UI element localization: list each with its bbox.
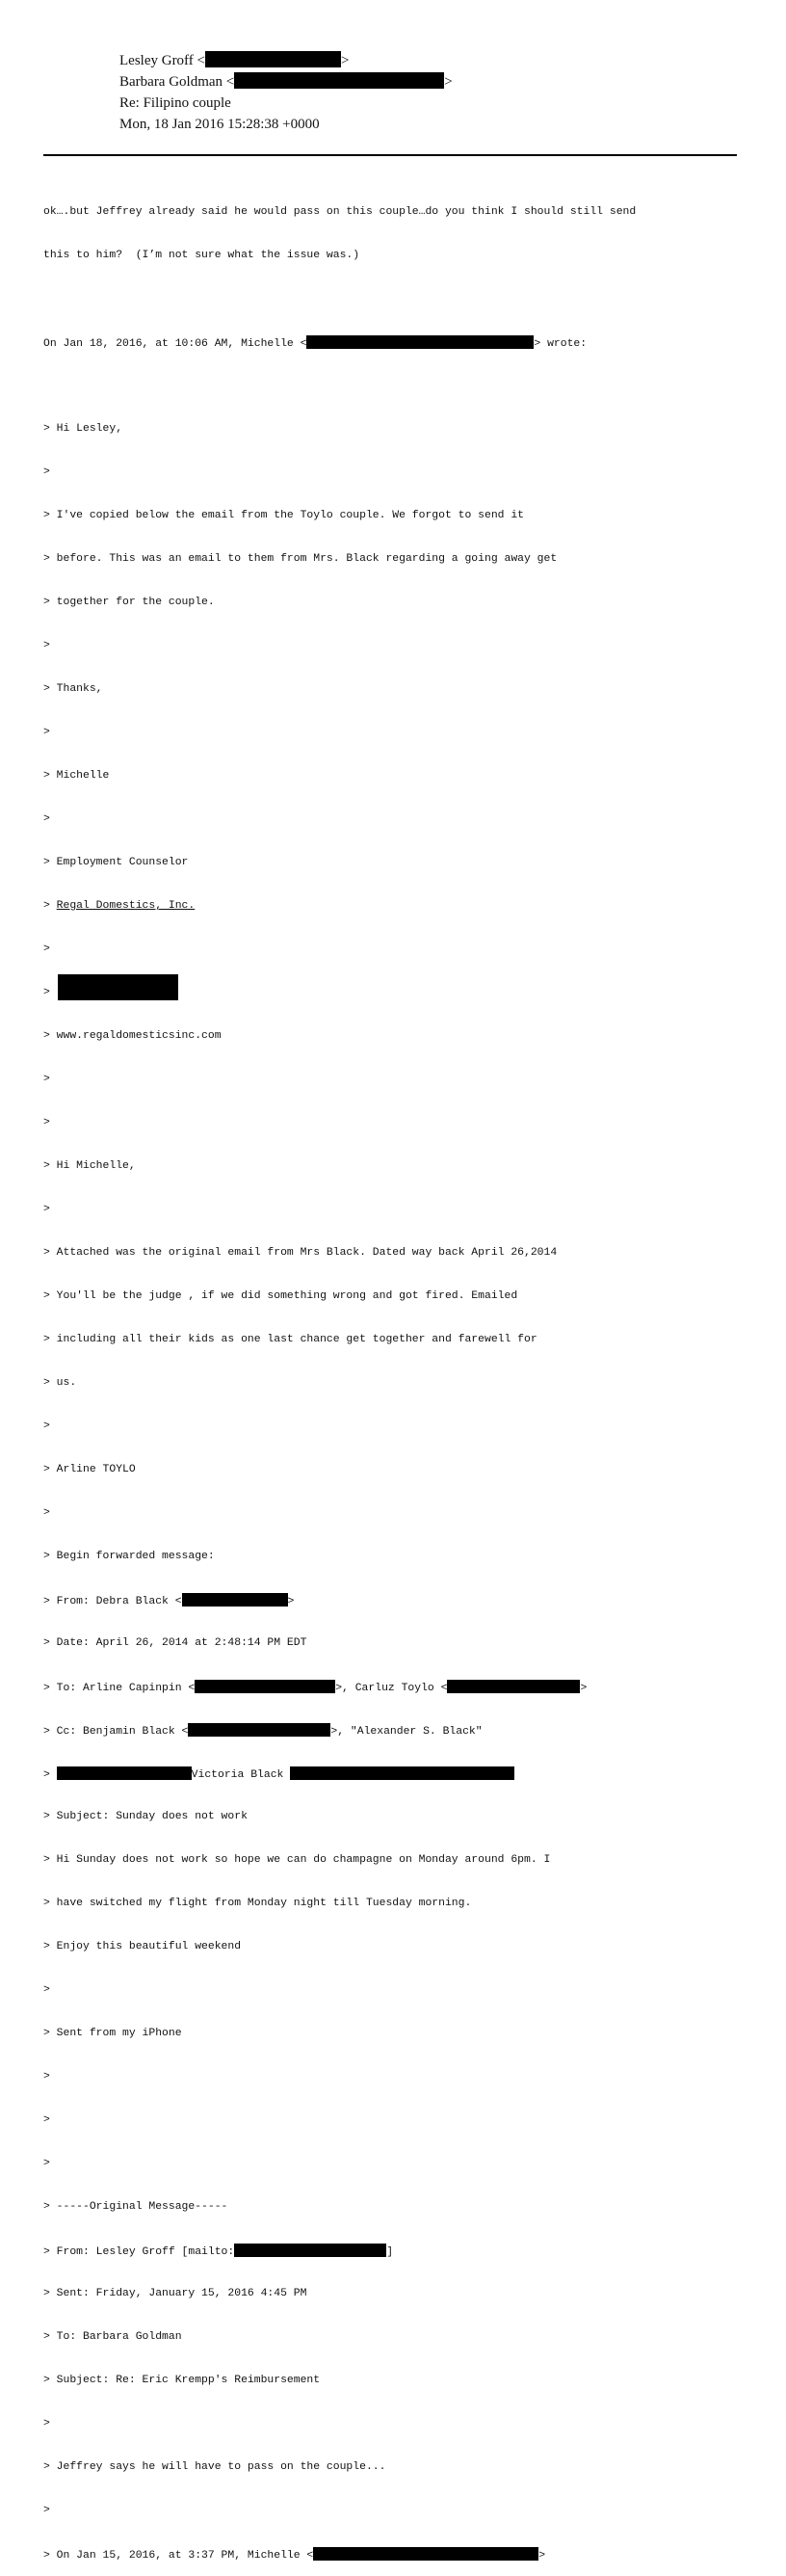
subject-value: Re: Filipino couple — [119, 95, 231, 111]
body-line: > — [43, 640, 50, 651]
body-line: > including all their kids as one last chance get together and farewell for — [43, 1334, 537, 1345]
company-name: Regal Domestics, Inc. — [56, 900, 196, 912]
forward-cc: > Cc: Benjamin Black < — [43, 1726, 189, 1738]
body-line: > — [43, 466, 50, 478]
redacted-email — [182, 1593, 288, 1607]
body-line: > — [43, 2158, 50, 2169]
date-value: Mon, 18 Jan 2016 15:28:38 +0000 — [119, 117, 320, 132]
body-line: > together for the couple. — [43, 597, 215, 608]
quote-marker: > — [43, 1769, 57, 1781]
body-line: > I've copied below the email from the Toylo couple. We forgot to send it — [43, 510, 524, 521]
redacted-email — [290, 1766, 514, 1780]
body-line — [43, 1723, 747, 1738]
body-line: > You'll be the judge , if we did something wrong and got fired. Emailed — [43, 1290, 518, 1302]
quote-marker: > — [43, 900, 57, 912]
redacted-email — [195, 1680, 335, 1693]
body-line: > — [43, 727, 50, 738]
body-line: > www.regaldomesticsinc.com — [43, 1030, 222, 1042]
body-line: > before. This was an email to them from Mrs. Black regarding a going away get — [43, 553, 558, 565]
redacted-email — [205, 51, 341, 67]
redacted-contact-block — [58, 974, 178, 1000]
body-line — [43, 1680, 747, 1694]
from-value — [119, 50, 349, 71]
quote-intro: On Jan 18, 2016, at 10:06 AM, Michelle < — [43, 338, 307, 350]
body-line: > Date: April 26, 2014 at 2:48:14 PM EDT — [43, 1637, 307, 1649]
body-line: > — [43, 2505, 50, 2516]
original-from: > From: Lesley Groff [mailto: — [43, 2246, 235, 2258]
quote-intro: > On Jan 15, 2016, at 3:37 PM, Michelle < — [43, 2550, 314, 2562]
body-line: > Employment Counselor — [43, 857, 189, 868]
body-line — [43, 292, 747, 306]
body-line: > Thanks, — [43, 683, 103, 695]
from-end: > — [341, 53, 350, 68]
to-name: Barbara Goldman < — [119, 74, 235, 90]
forward-from-end: > — [287, 1596, 295, 1607]
forward-to-mid: >, Carluz Toylo < — [335, 1683, 448, 1694]
body-line: > — [43, 1074, 50, 1085]
body-line: > Subject: Sunday does not work — [43, 1811, 248, 1822]
redacted-email — [234, 2244, 386, 2257]
redacted-email — [188, 1723, 330, 1737]
email-body — [43, 176, 747, 2576]
redacted-email — [447, 1680, 580, 1693]
body-line: > have switched my flight from Monday night till Tuesday morning. — [43, 1898, 472, 1909]
redacted-email — [57, 1766, 192, 1780]
to-end: > — [444, 74, 453, 90]
quote-marker: > — [43, 987, 57, 998]
body-line — [43, 899, 747, 914]
body-line: > Hi Lesley, — [43, 423, 123, 435]
body-line: > — [43, 1984, 50, 1996]
body-line: > Attached was the original email from Mrs Black. Dated way back April 26,2014 — [43, 1247, 558, 1259]
body-line: > To: Barbara Goldman — [43, 2331, 182, 2343]
body-line: > — [43, 1421, 50, 1432]
body-line: > — [43, 813, 50, 825]
forward-cc-name: Victoria Black — [191, 1769, 291, 1781]
forward-to: > To: Arline Capinpin < — [43, 1683, 196, 1694]
body-line: this to him? (I’m not sure what the issue was.) — [43, 250, 360, 261]
body-line: > Sent: Friday, January 15, 2016 4:45 PM — [43, 2288, 307, 2299]
body-line: > Jeffrey says he will have to pass on the couple... — [43, 2461, 386, 2473]
quote-marker: > — [43, 943, 57, 955]
body-line — [43, 2547, 747, 2562]
forward-from: > From: Debra Black < — [43, 1596, 182, 1607]
body-line: > — [43, 1507, 50, 1519]
body-line: > — [43, 1204, 50, 1215]
body-line — [43, 379, 747, 393]
from-name: Lesley Groff < — [119, 53, 205, 68]
body-line: > — [43, 2418, 50, 2430]
body-line — [43, 943, 747, 957]
body-line: > — [43, 2071, 50, 2083]
redacted-email — [313, 2547, 538, 2561]
redacted-email — [306, 335, 534, 349]
body-line: > Hi Sunday does not work so hope we can do champagne on Monday around 6pm. I — [43, 1854, 551, 1866]
body-line: > Enjoy this beautiful weekend — [43, 1941, 242, 1952]
body-line — [43, 1766, 747, 1781]
body-line: ok….but Jeffrey already said he would pass on this couple…do you think I should still send — [43, 206, 637, 218]
quote-intro-end: > — [538, 2550, 546, 2562]
redacted-email — [234, 72, 444, 89]
forward-to-end: > — [580, 1683, 588, 1694]
body-line: > Sent from my iPhone — [43, 2028, 182, 2039]
body-line: > Arline TOYLO — [43, 1464, 136, 1475]
body-line: > Subject: Re: Eric Krempp's Reimbursement — [43, 2375, 321, 2386]
to-value — [119, 71, 453, 93]
body-line: > — [43, 1117, 50, 1129]
body-line: > Begin forwarded message: — [43, 1551, 215, 1562]
forward-cc-mid: >, "Alexander S. Black" — [330, 1726, 483, 1738]
body-line — [43, 986, 747, 1000]
body-line: > Hi Michelle, — [43, 1160, 136, 1172]
body-line: > — [43, 2114, 50, 2126]
body-line — [43, 335, 747, 350]
body-line — [43, 2244, 747, 2258]
header-divider — [43, 154, 737, 156]
body-line: > -----Original Message----- — [43, 2201, 228, 2213]
original-from-end: ] — [386, 2246, 394, 2258]
body-line: > us. — [43, 1377, 77, 1389]
body-line: > Michelle — [43, 770, 110, 782]
body-line — [43, 1593, 747, 1607]
quote-intro-end: > wrote: — [534, 338, 588, 350]
